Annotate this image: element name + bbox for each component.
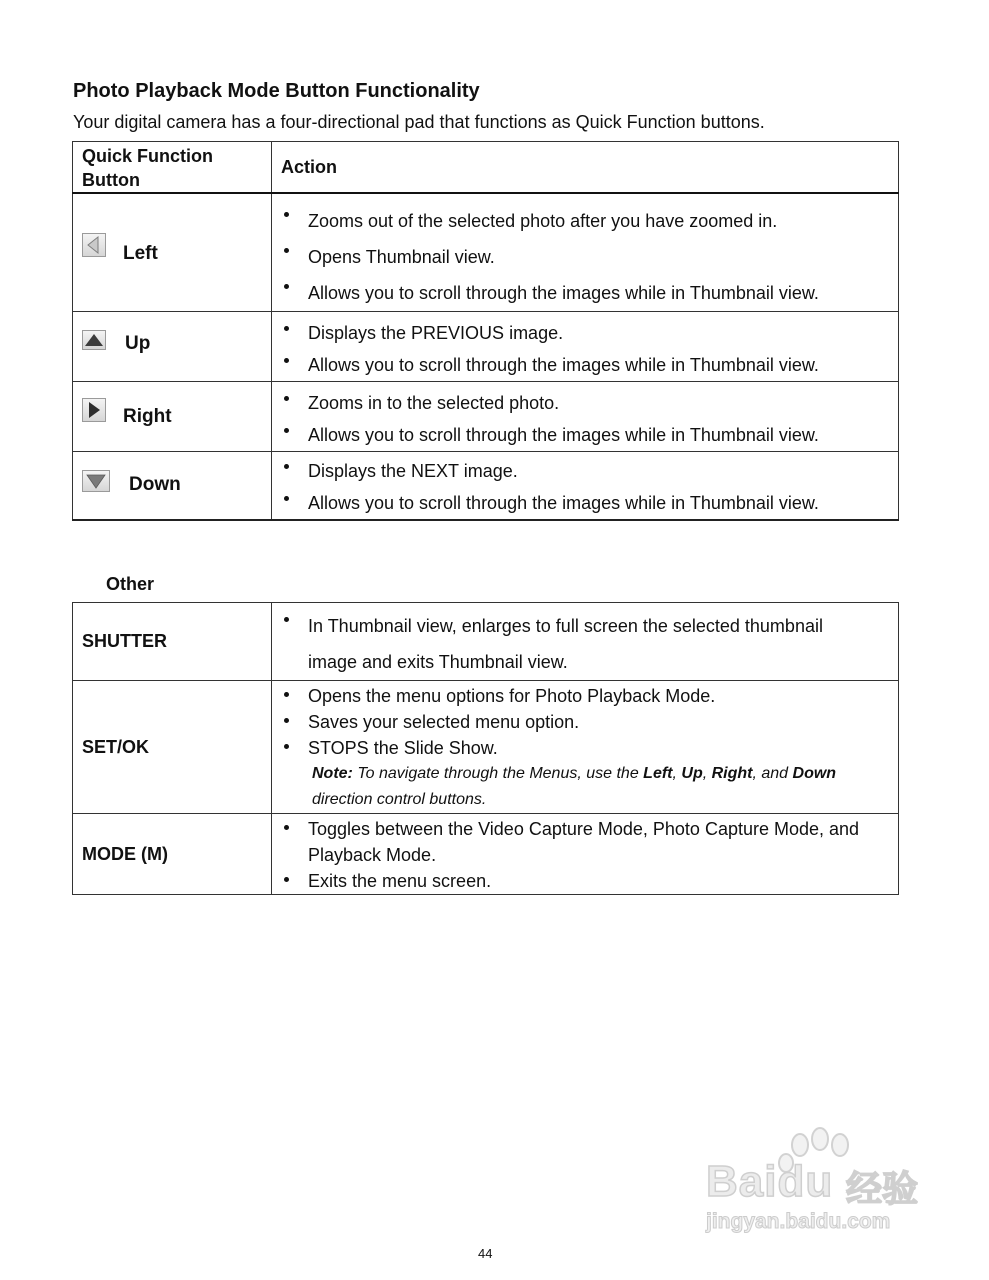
list-item: Opens Thumbnail view. [272,239,898,275]
button-cell-left [73,193,272,312]
watermark-url: jingyan.baidu.com [706,1210,891,1233]
button-label: Right [123,406,172,427]
up-arrow-icon [82,330,106,350]
note-sep: , [672,765,682,782]
list-item: Zooms out of the selected photo after you have zoomed in. [272,203,898,239]
button-name: MODE (M) [73,814,272,895]
quick-function-table [72,141,899,521]
list-item: Saves your selected menu option. [272,709,898,735]
list-item: Opens the menu options for Photo Playback Mode. [272,683,898,709]
note-sep: , and [752,765,793,782]
note-part: direction control buttons. [312,791,487,808]
note-right: Right [711,765,753,782]
action-cell [272,312,899,382]
header-action: Action [272,142,899,194]
header-button: Quick Function Button [73,142,272,194]
list-item: STOPS the Slide Show. [272,735,898,761]
button-cell-right [73,382,272,452]
watermark-brand-cn: 经验 [846,1168,919,1209]
action-cell [272,814,899,895]
note-left: Left [643,765,673,782]
note-down: Down [792,765,837,782]
other-heading: Other [106,574,155,594]
button-label: Left [123,243,158,264]
button-name: SET/OK [73,681,272,814]
table-row [73,452,899,521]
note-part: To navigate through the Menus, use the [352,765,644,782]
list-item: In Thumbnail view, enlarges to full screen the selected thumbnail image and exits Thumbnail view. [272,608,870,680]
list-item: Displays the NEXT image. [272,455,898,487]
list-item: Exits the menu screen. [272,868,868,894]
button-label: Down [129,474,181,495]
table-row [73,193,899,312]
table-row [73,382,899,452]
action-cell [272,452,899,521]
note-label: Note: [312,765,353,782]
table-row [73,814,899,895]
down-arrow-icon [82,470,110,492]
list-item: Allows you to scroll through the images while in Thumbnail view. [272,487,898,519]
intro-paragraph: Your digital camera has a four-directional pad that functions as Quick Function buttons. [73,112,765,132]
left-arrow-icon [82,233,106,257]
button-name: SHUTTER [73,603,272,681]
table-header-row [73,142,899,194]
list-item: Allows you to scroll through the images while in Thumbnail view. [272,349,898,381]
page-title: Photo Playback Mode Button Functionality [73,80,480,102]
list-item: Zooms in to the selected photo. [272,387,898,419]
watermark-brand: Baidu [706,1157,834,1206]
button-label: Up [125,333,151,354]
page-number: 44 [478,1246,493,1261]
other-buttons-table [72,602,899,895]
note-sep: , [702,765,712,782]
table-row [73,681,899,814]
action-cell [272,681,899,814]
note-text [272,761,898,813]
table-row [73,603,899,681]
list-item: Toggles between the Video Capture Mode, Photo Capture Mode, and Playback Mode. [272,816,868,868]
list-item: Allows you to scroll through the images while in Thumbnail view. [272,419,898,451]
button-cell-up [73,312,272,382]
action-cell [272,193,899,312]
table-row [73,312,899,382]
action-cell [272,603,899,681]
note-up: Up [681,765,703,782]
action-cell [272,382,899,452]
button-cell-down [73,452,272,521]
list-item: Allows you to scroll through the images while in Thumbnail view. [272,275,898,311]
right-arrow-icon [82,398,106,422]
list-item: Displays the PREVIOUS image. [272,317,898,349]
